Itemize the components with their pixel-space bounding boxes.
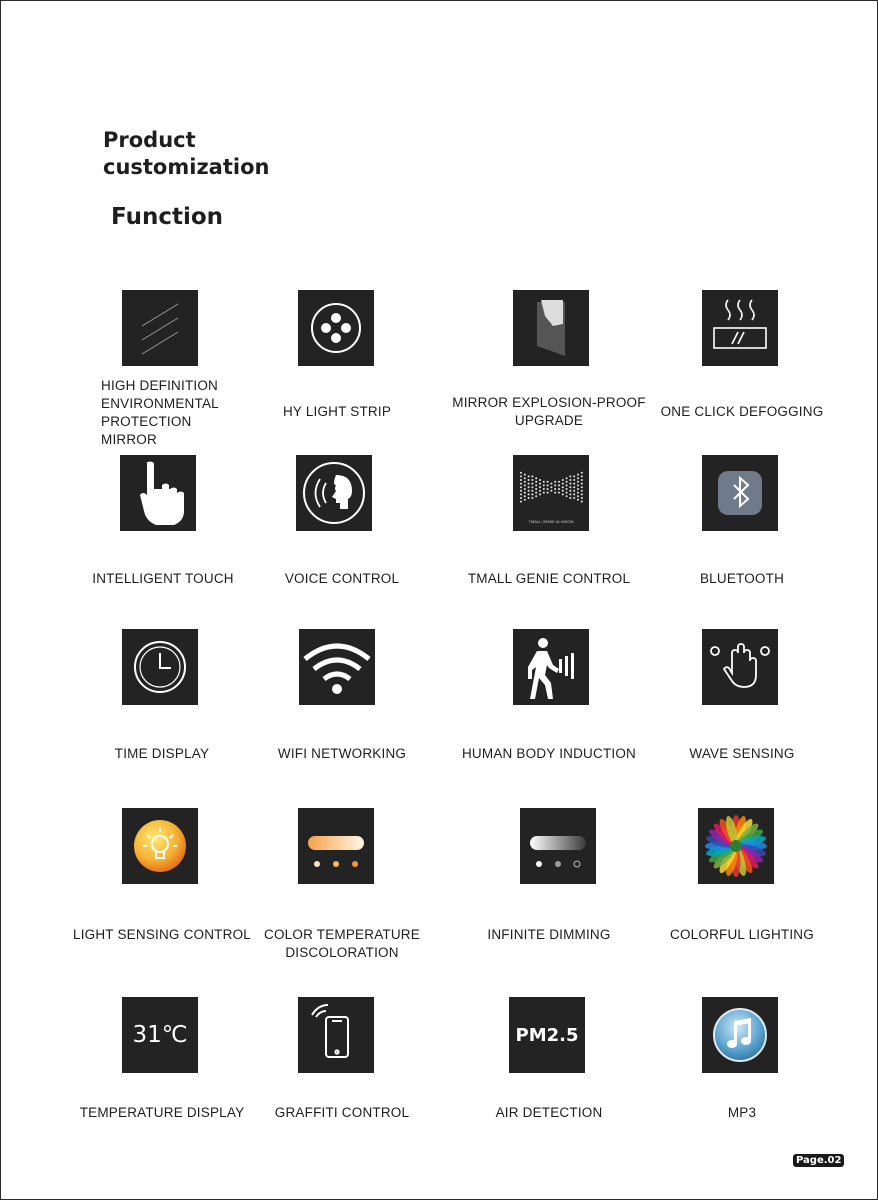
genie-dot [581,486,583,488]
genie-dot [569,475,571,477]
genie-dot [531,490,533,492]
temperature-value: 31℃ [132,1022,188,1048]
genie-dot [581,490,583,492]
genie-dot [577,474,579,476]
genie-dot [543,492,545,494]
genie-dot [547,488,549,490]
genie-dot [520,486,522,488]
genie-dot [566,495,568,497]
wifi-icon [299,629,375,705]
genie-dot [528,479,530,481]
genie-dot [581,497,583,499]
feature-label: ONE CLICK DEFOGGING [660,404,824,419]
genie-dot [531,497,533,499]
genie-dot [577,477,579,479]
genie-dot [531,475,533,477]
genie-dot [528,483,530,485]
genie-dot [566,484,568,486]
genie-dot [535,481,537,483]
genie-dot [547,492,549,494]
genie-dot [535,477,537,479]
feature-label: HUMAN BODY INDUCTION [461,746,636,761]
genie-dot [550,490,552,492]
feature-label: INFINITE DIMMING [487,927,611,942]
defogging-icon [702,290,778,366]
genie-dot [562,493,564,495]
temperature-icon [122,997,198,1073]
pm25-icon [509,997,585,1073]
genie-dot [569,493,571,495]
genie-dot [566,481,568,483]
genie-dot [581,479,583,481]
tmall-caption: TMALL GENIE AI UNION [528,519,574,524]
genie-dot [573,483,575,485]
genie-dot [554,488,556,490]
feature-label: VOICE CONTROL [284,571,400,586]
genie-dot [558,492,560,494]
feature-label: MP3 [727,1105,757,1120]
genie-dot [524,488,526,490]
genie-dot [573,493,575,495]
feature-label: BLUETOOTH [699,571,785,586]
explosion-proof-icon [513,290,589,366]
genie-dot [539,483,541,485]
genie-dot [528,493,530,495]
dimming-icon [520,808,596,884]
feature-label: MIRROR EXPLOSION-PROOF UPGRADE [452,395,646,428]
genie-dot [577,495,579,497]
genie-dot [562,479,564,481]
genie-dot [581,493,583,495]
genie-dot [547,484,549,486]
genie-dot [528,490,530,492]
section-subtitle: Function [111,204,224,230]
genie-dot [543,484,545,486]
genie-dot [573,486,575,488]
genie-dot [524,474,526,476]
genie-dot [569,497,571,499]
voice-head-icon [296,455,372,531]
clock-icon [122,629,198,705]
feature-label: COLORFUL LIGHTING [670,927,814,942]
genie-dot [535,492,537,494]
genie-dot [558,484,560,486]
genie-dot [524,484,526,486]
touch-hand-icon [120,455,196,531]
genie-dot [531,486,533,488]
genie-dot [520,483,522,485]
genie-dot [577,488,579,490]
genie-dot [520,501,522,503]
genie-dot [554,481,556,483]
genie-dot [558,488,560,490]
genie-dot [550,486,552,488]
genie-dot [531,479,533,481]
genie-dot [577,481,579,483]
genie-dot [524,481,526,483]
genie-dot [562,483,564,485]
genie-dot [535,484,537,486]
bluetooth-icon [702,455,778,531]
feature-label: WAVE SENSING [689,746,795,761]
genie-dot [566,477,568,479]
genie-dot [577,484,579,486]
genie-dot [581,475,583,477]
color-wheel-icon [698,808,774,884]
color-wheel-center [730,840,742,852]
genie-dot [528,486,530,488]
feature-label: COLOR TEMPERATURE DISCOLORATION [264,927,420,960]
pm25-value: PM2.5 [515,1024,579,1046]
feature-label: LIGHT SENSING CONTROL [73,927,251,942]
genie-dot [539,486,541,488]
color-temperature-icon [298,808,374,884]
genie-dot [539,490,541,492]
feature-label: TIME DISPLAY [114,746,210,761]
genie-dot [569,486,571,488]
genie-dot [531,483,533,485]
genie-dot [535,495,537,497]
genie-dot [573,497,575,499]
genie-dot [554,484,556,486]
genie-dot [569,479,571,481]
genie-dot [528,475,530,477]
genie-dot [566,488,568,490]
walking-person-icon [513,629,589,705]
feature-label: AIR DETECTION [495,1105,603,1120]
genie-dot [528,497,530,499]
genie-dot [535,488,537,490]
genie-dot [539,479,541,481]
genie-dot [539,493,541,495]
light-strip-icon [298,290,374,366]
genie-dot [573,475,575,477]
genie-dot [569,483,571,485]
genie-dot [531,493,533,495]
page-number: Page.02 [793,1154,844,1167]
genie-dot [543,488,545,490]
feature-label: INTELLIGENT TOUCH [92,571,234,586]
genie-dot [573,479,575,481]
genie-dot [524,492,526,494]
feature-label: GRAFFITI CONTROL [274,1105,410,1120]
genie-dot [562,486,564,488]
phone-icon [298,997,374,1073]
feature-label: HIGH DEFINITION ENVIRONMENTAL PROTECTION MIRROR [101,378,219,447]
genie-dot [520,490,522,492]
genie-dot [520,475,522,477]
genie-dot [566,492,568,494]
genie-dot [581,501,583,503]
genie-dot [573,490,575,492]
genie-dot [520,472,522,474]
music-note-icon [702,997,778,1073]
page-title: Product customization [103,128,270,179]
feature-label: TEMPERATURE DISPLAY [79,1105,245,1120]
genie-dot [550,483,552,485]
genie-dot [543,481,545,483]
feature-label: TMALL GENIE CONTROL [467,571,631,586]
genie-dot [524,477,526,479]
genie-dot [581,472,583,474]
wave-hand-icon [702,629,778,705]
genie-dot [547,481,549,483]
genie-dot [577,492,579,494]
mirror-lines-icon [122,290,198,366]
genie-dot [520,497,522,499]
feature-label: HY LIGHT STRIP [282,404,392,419]
genie-dot [558,481,560,483]
genie-dot [520,479,522,481]
genie-dot [581,483,583,485]
tmall-genie-icon [513,455,589,531]
feature-label: WIFI NETWORKING [277,746,407,761]
genie-dot [524,499,526,501]
genie-dot [520,493,522,495]
genie-dot [524,495,526,497]
genie-dot [577,499,579,501]
genie-dot [562,490,564,492]
genie-dot [569,490,571,492]
genie-dot [554,492,556,494]
lightbulb-icon [122,808,198,884]
